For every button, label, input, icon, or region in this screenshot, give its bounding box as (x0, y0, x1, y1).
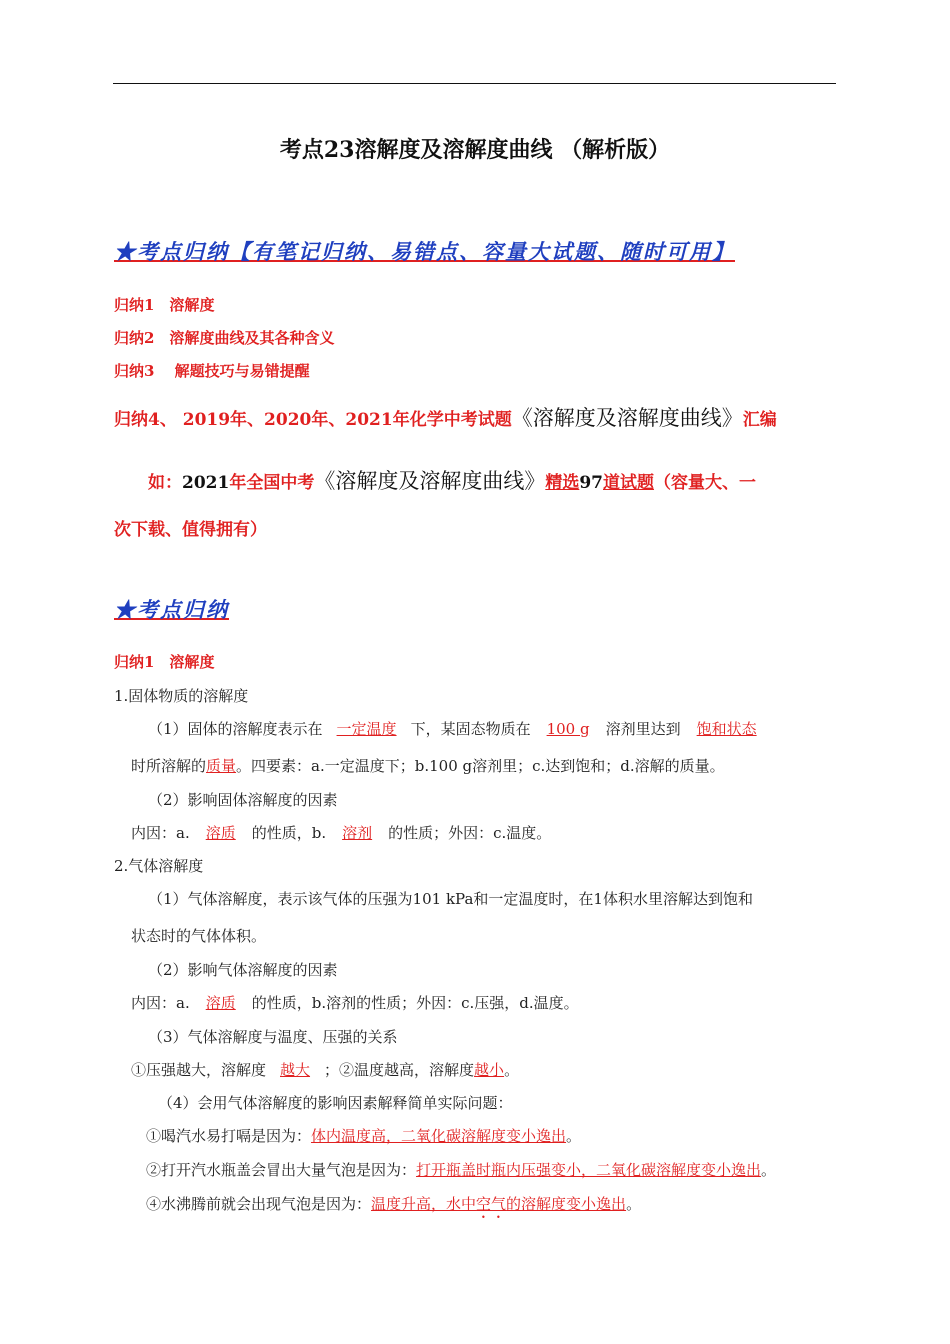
text-g3a: ①压强越大，溶解度 (131, 1061, 267, 1079)
blank-answer: 体内温度高，二氧化碳溶解度变小逸出 (311, 1127, 567, 1145)
toc-item-1: 归纳1 溶解度 (114, 296, 215, 314)
text-q3a: ④水沸腾前就会出现气泡是因为： (146, 1195, 372, 1213)
text-q1a: ①喝汽水易打嗝是因为： (146, 1127, 312, 1145)
star-icon: ★ (114, 597, 137, 622)
promo-p5: （容量大、一 (654, 473, 756, 493)
blank-answer: 越大 (280, 1061, 311, 1079)
blank-answer: 打开瓶盖时瓶内压强变小，二氧化碳溶解度变小逸出 (416, 1161, 762, 1179)
page-title: 考点23溶解度及溶解度曲线 （解析版） (279, 137, 671, 163)
star-icon: ★ (114, 239, 137, 264)
gas-def-line-1: （1）气体溶解度，表示该气体的压强为101 kPa和一定温度时，在1体积水里溶解达到饱和 (148, 890, 753, 908)
blank-answer: 质量 (206, 757, 237, 775)
text-s2a: 内因：a. (131, 824, 190, 842)
blank-answer: 溶剂 (342, 824, 373, 842)
text-q3c: 。 (626, 1195, 642, 1213)
subsection-title: 归纳1 溶解度 (114, 653, 215, 671)
gas-factors-heading: （2）影响气体溶解度的因素 (148, 961, 338, 979)
text-q2a: ②打开汽水瓶盖会冒出大量气泡是因为： (146, 1161, 417, 1179)
question-3 (146, 1193, 641, 1222)
text-s1f: 。四要素：a.一定温度下；b.100 g溶剂里；c.达到饱和；d.溶解的质量。 (236, 757, 725, 775)
blank-answer: 一定温度 (336, 720, 397, 738)
text-s1c: 下，某固态物质在 (410, 720, 531, 738)
text-s1e: 时所溶解的 (131, 757, 207, 775)
promo-p3[interactable]: 精选 (545, 473, 580, 493)
banner-heading (114, 236, 735, 266)
toc-item-4 (114, 402, 777, 432)
blank-answer: 的溶解度变小逸出 (506, 1195, 627, 1213)
gas-relation-line (131, 1059, 519, 1080)
promo-count: 97 (579, 473, 603, 493)
blank-answer-emphasis: 空气 (476, 1195, 507, 1213)
toc4-suffix: 汇编 (742, 410, 777, 430)
text-q2c: 。 (761, 1161, 777, 1179)
promo-year: 2021 (182, 473, 230, 493)
gas-application-heading: （4）会用气体溶解度的影响因素解释简单实际问题： (158, 1094, 513, 1112)
promo-p4[interactable]: 道试题 (603, 473, 654, 493)
promo-line-1 (148, 465, 756, 495)
question-2 (146, 1159, 776, 1180)
question-1 (146, 1125, 581, 1146)
blank-answer: 越小 (474, 1061, 505, 1079)
blank-answer: 饱和状态 (696, 720, 757, 738)
text-g3d: 。 (504, 1061, 520, 1079)
gas-def-line-2: 状态时的气体体积。 (131, 927, 267, 945)
text-g2c: 的性质，b.溶剂的性质；外因：c.压强，d.温度。 (251, 994, 579, 1012)
solid-factors-heading: （2）影响固体溶解度的因素 (148, 791, 338, 809)
text-s1d: 溶剂里达到 (605, 720, 681, 738)
header-rule (113, 83, 836, 84)
blank-answer: 溶质 (205, 824, 236, 842)
solid-def-line-1 (148, 718, 773, 739)
blank-answer: 溶质 (205, 994, 236, 1012)
toc-item-3: 归纳3 解题技巧与易错提醒 (114, 362, 310, 380)
text-q1c: 。 (566, 1127, 582, 1145)
promo-topic: 《溶解度及溶解度曲线》 (314, 469, 546, 493)
text-s2d: 的性质；外因：c.温度。 (388, 824, 552, 842)
toc4-prefix: 归纳4、 2019年、2020年、2021年化学中考试题 (114, 410, 512, 430)
text-s2c: 的性质，b. (251, 824, 327, 842)
solid-factors-line (131, 822, 551, 843)
promo-p1: 如： (148, 473, 182, 493)
solid-def-line-2 (131, 755, 725, 776)
gas-relation-heading: （3）气体溶解度与温度、压强的关系 (148, 1028, 398, 1046)
gas-factors-line (131, 992, 579, 1013)
toc-item-2: 归纳2 溶解度曲线及其各种含义 (114, 329, 335, 347)
section-heading (114, 594, 229, 624)
blank-answer: 100 g (546, 720, 590, 738)
heading-gas: 2.气体溶解度 (114, 857, 204, 875)
text-s1a: （1）固体的溶解度表示在 (148, 720, 323, 738)
text-g2a: 内因：a. (131, 994, 190, 1012)
promo-line-2: 次下载、值得拥有） (114, 520, 267, 540)
promo-p2: 年全国中考 (229, 473, 315, 493)
section-heading-text: 考点归纳 (137, 597, 229, 622)
blank-answer: 温度升高，水中 (371, 1195, 477, 1213)
text-g3c: ；②温度越高，溶解度 (324, 1061, 475, 1079)
banner-text: 考点归纳【有笔记归纳、易错点、容量大试题、随时可用】 (137, 239, 735, 264)
toc4-topic: 《溶解度及溶解度曲线》 (511, 406, 743, 430)
heading-solid: 1.固体物质的溶解度 (114, 687, 249, 705)
